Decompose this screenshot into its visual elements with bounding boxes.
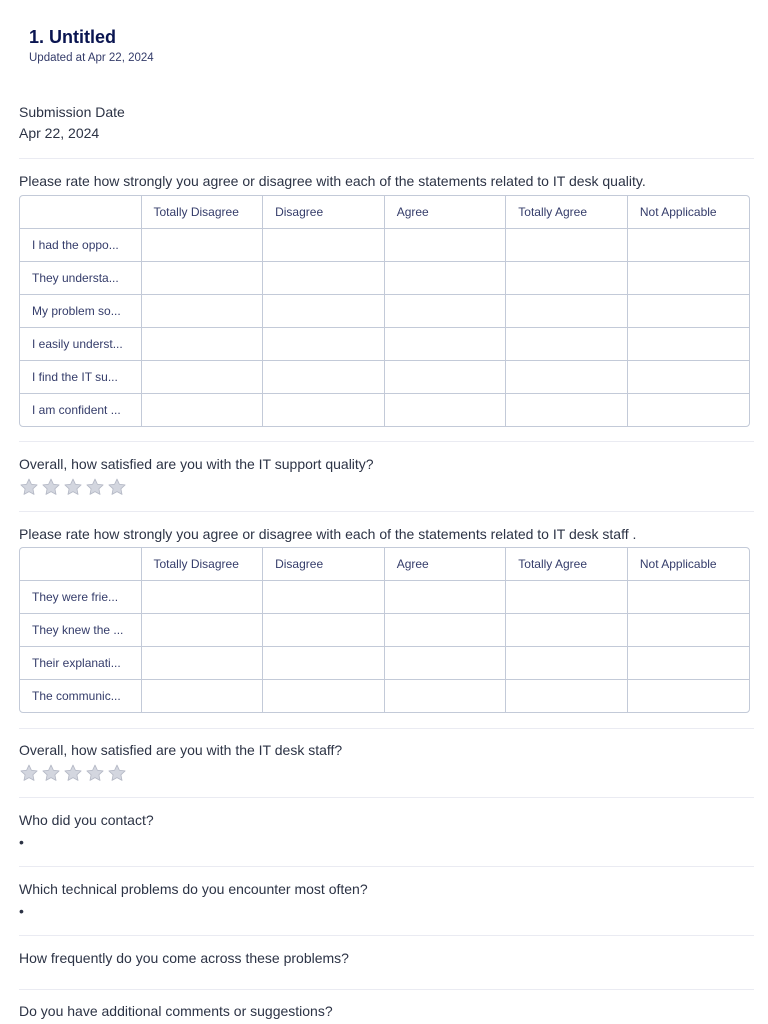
matrix-row-label: I had the oppo... — [20, 229, 141, 262]
star-icon — [63, 477, 83, 497]
matrix-row — [20, 581, 749, 614]
frequency-field — [19, 949, 754, 967]
matrix-answer-cell — [263, 262, 385, 295]
problems-field — [19, 880, 754, 918]
matrix-answer-cell — [263, 680, 385, 713]
matrix-answer-cell — [263, 647, 385, 680]
matrix-column-header: Totally Disagree — [141, 548, 263, 581]
divider — [19, 935, 754, 936]
matrix-answer-cell — [627, 295, 749, 328]
star-icon — [107, 477, 127, 497]
problems-answer-bullet: • — [19, 903, 24, 919]
matrix-answer-cell — [141, 295, 263, 328]
updated-date: Updated at Apr 22, 2024 — [29, 52, 154, 64]
matrix-answer-cell — [141, 328, 263, 361]
comments-field — [19, 1002, 754, 1020]
divider — [19, 797, 754, 798]
divider — [19, 158, 754, 159]
matrix-answer-cell — [384, 361, 506, 394]
star-icon — [85, 477, 105, 497]
matrix-column-header: Not Applicable — [627, 548, 749, 581]
matrix-answer-cell — [263, 295, 385, 328]
matrix-answer-cell — [141, 394, 263, 427]
matrix-row — [20, 647, 749, 680]
star-icon — [63, 763, 83, 783]
matrix-row — [20, 394, 749, 427]
matrix-row-label: I am confident ... — [20, 394, 141, 427]
matrix-answer-cell — [627, 680, 749, 713]
matrix-answer-cell — [506, 647, 628, 680]
matrix-answer-cell — [384, 647, 506, 680]
rating2-field — [19, 741, 754, 783]
matrix-answer-cell — [627, 581, 749, 614]
matrix-row — [20, 614, 749, 647]
matrix2-table — [19, 547, 750, 713]
matrix-column-header: Disagree — [263, 548, 385, 581]
matrix-answer-cell — [141, 262, 263, 295]
matrix-row — [20, 262, 749, 295]
submission-date-label: Submission Date — [19, 104, 125, 120]
star-icon — [41, 477, 61, 497]
matrix-answer-cell — [506, 295, 628, 328]
matrix-row-label: Their explanati... — [20, 647, 141, 680]
matrix-row — [20, 328, 749, 361]
matrix-answer-cell — [627, 328, 749, 361]
matrix-answer-cell — [506, 581, 628, 614]
matrix-row-label: My problem so... — [20, 295, 141, 328]
matrix-row-label: I find the IT su... — [20, 361, 141, 394]
matrix-answer-cell — [627, 229, 749, 262]
matrix-column-header: Totally Disagree — [141, 196, 263, 229]
matrix-answer-cell — [506, 394, 628, 427]
matrix1-question-text: Please rate how strongly you agree or disagree with each of the statements related to IT desk quality. — [19, 173, 646, 189]
matrix-answer-cell — [384, 394, 506, 427]
problems-question: Which technical problems do you encounter most often? — [19, 881, 368, 897]
submission-date-field — [19, 103, 754, 141]
rating1-field — [19, 455, 754, 497]
matrix-row — [20, 361, 749, 394]
matrix-answer-cell — [627, 394, 749, 427]
matrix-answer-cell — [141, 614, 263, 647]
matrix-answer-cell — [506, 680, 628, 713]
divider — [19, 441, 754, 442]
star-icon — [85, 763, 105, 783]
matrix-column-header: Agree — [384, 548, 506, 581]
contact-answer-bullet: • — [19, 834, 24, 850]
matrix-row-label: They understa... — [20, 262, 141, 295]
matrix2-question — [19, 525, 754, 543]
star-icon — [107, 763, 127, 783]
divider — [19, 866, 754, 867]
matrix-answer-cell — [263, 614, 385, 647]
matrix-answer-cell — [263, 581, 385, 614]
matrix-answer-cell — [141, 647, 263, 680]
submission-date-value: Apr 22, 2024 — [19, 125, 100, 141]
rating1-stars — [19, 477, 754, 497]
star-icon — [19, 763, 39, 783]
matrix-answer-cell — [384, 295, 506, 328]
matrix1-question — [19, 172, 754, 190]
matrix-row — [20, 680, 749, 713]
matrix-corner-cell — [20, 196, 141, 229]
star-icon — [41, 763, 61, 783]
rating2-stars — [19, 763, 754, 783]
page-title: 1. Untitled — [29, 27, 117, 47]
matrix-answer-cell — [384, 614, 506, 647]
divider — [19, 728, 754, 729]
contact-field — [19, 811, 754, 849]
matrix-column-header: Disagree — [263, 196, 385, 229]
star-icon — [19, 477, 39, 497]
matrix-row — [20, 295, 749, 328]
divider — [19, 989, 754, 990]
matrix-column-header: Not Applicable — [627, 196, 749, 229]
matrix-column-header: Agree — [384, 196, 506, 229]
matrix-row-label: They knew the ... — [20, 614, 141, 647]
contact-question: Who did you contact? — [19, 812, 154, 828]
matrix-answer-cell — [263, 394, 385, 427]
matrix-row-label: The communic... — [20, 680, 141, 713]
matrix-answer-cell — [384, 262, 506, 295]
divider — [19, 511, 754, 512]
rating1-question: Overall, how satisfied are you with the IT support quality? — [19, 456, 374, 472]
page-header — [29, 26, 154, 64]
matrix-answer-cell — [384, 229, 506, 262]
matrix-answer-cell — [384, 680, 506, 713]
matrix-answer-cell — [627, 614, 749, 647]
matrix-answer-cell — [506, 361, 628, 394]
matrix-answer-cell — [263, 229, 385, 262]
matrix-answer-cell — [141, 361, 263, 394]
matrix-column-header: Totally Agree — [506, 196, 628, 229]
matrix-answer-cell — [627, 361, 749, 394]
matrix-answer-cell — [506, 328, 628, 361]
matrix-row — [20, 229, 749, 262]
matrix-answer-cell — [384, 328, 506, 361]
matrix-column-header: Totally Agree — [506, 548, 628, 581]
matrix-answer-cell — [263, 361, 385, 394]
matrix-answer-cell — [506, 229, 628, 262]
frequency-question: How frequently do you come across these problems? — [19, 950, 349, 966]
matrix-answer-cell — [263, 328, 385, 361]
comments-question: Do you have additional comments or suggestions? — [19, 1003, 333, 1019]
matrix1-table — [19, 195, 750, 427]
matrix2-question-text: Please rate how strongly you agree or disagree with each of the statements related to IT desk staff . — [19, 526, 637, 542]
matrix-answer-cell — [141, 581, 263, 614]
matrix-answer-cell — [384, 581, 506, 614]
matrix-row-label: They were frie... — [20, 581, 141, 614]
matrix-answer-cell — [506, 614, 628, 647]
matrix-answer-cell — [506, 262, 628, 295]
matrix-answer-cell — [627, 647, 749, 680]
matrix-row-label: I easily underst... — [20, 328, 141, 361]
matrix-answer-cell — [141, 229, 263, 262]
rating2-question: Overall, how satisfied are you with the IT desk staff? — [19, 742, 343, 758]
matrix-corner-cell — [20, 548, 141, 581]
matrix-answer-cell — [627, 262, 749, 295]
matrix-answer-cell — [141, 680, 263, 713]
